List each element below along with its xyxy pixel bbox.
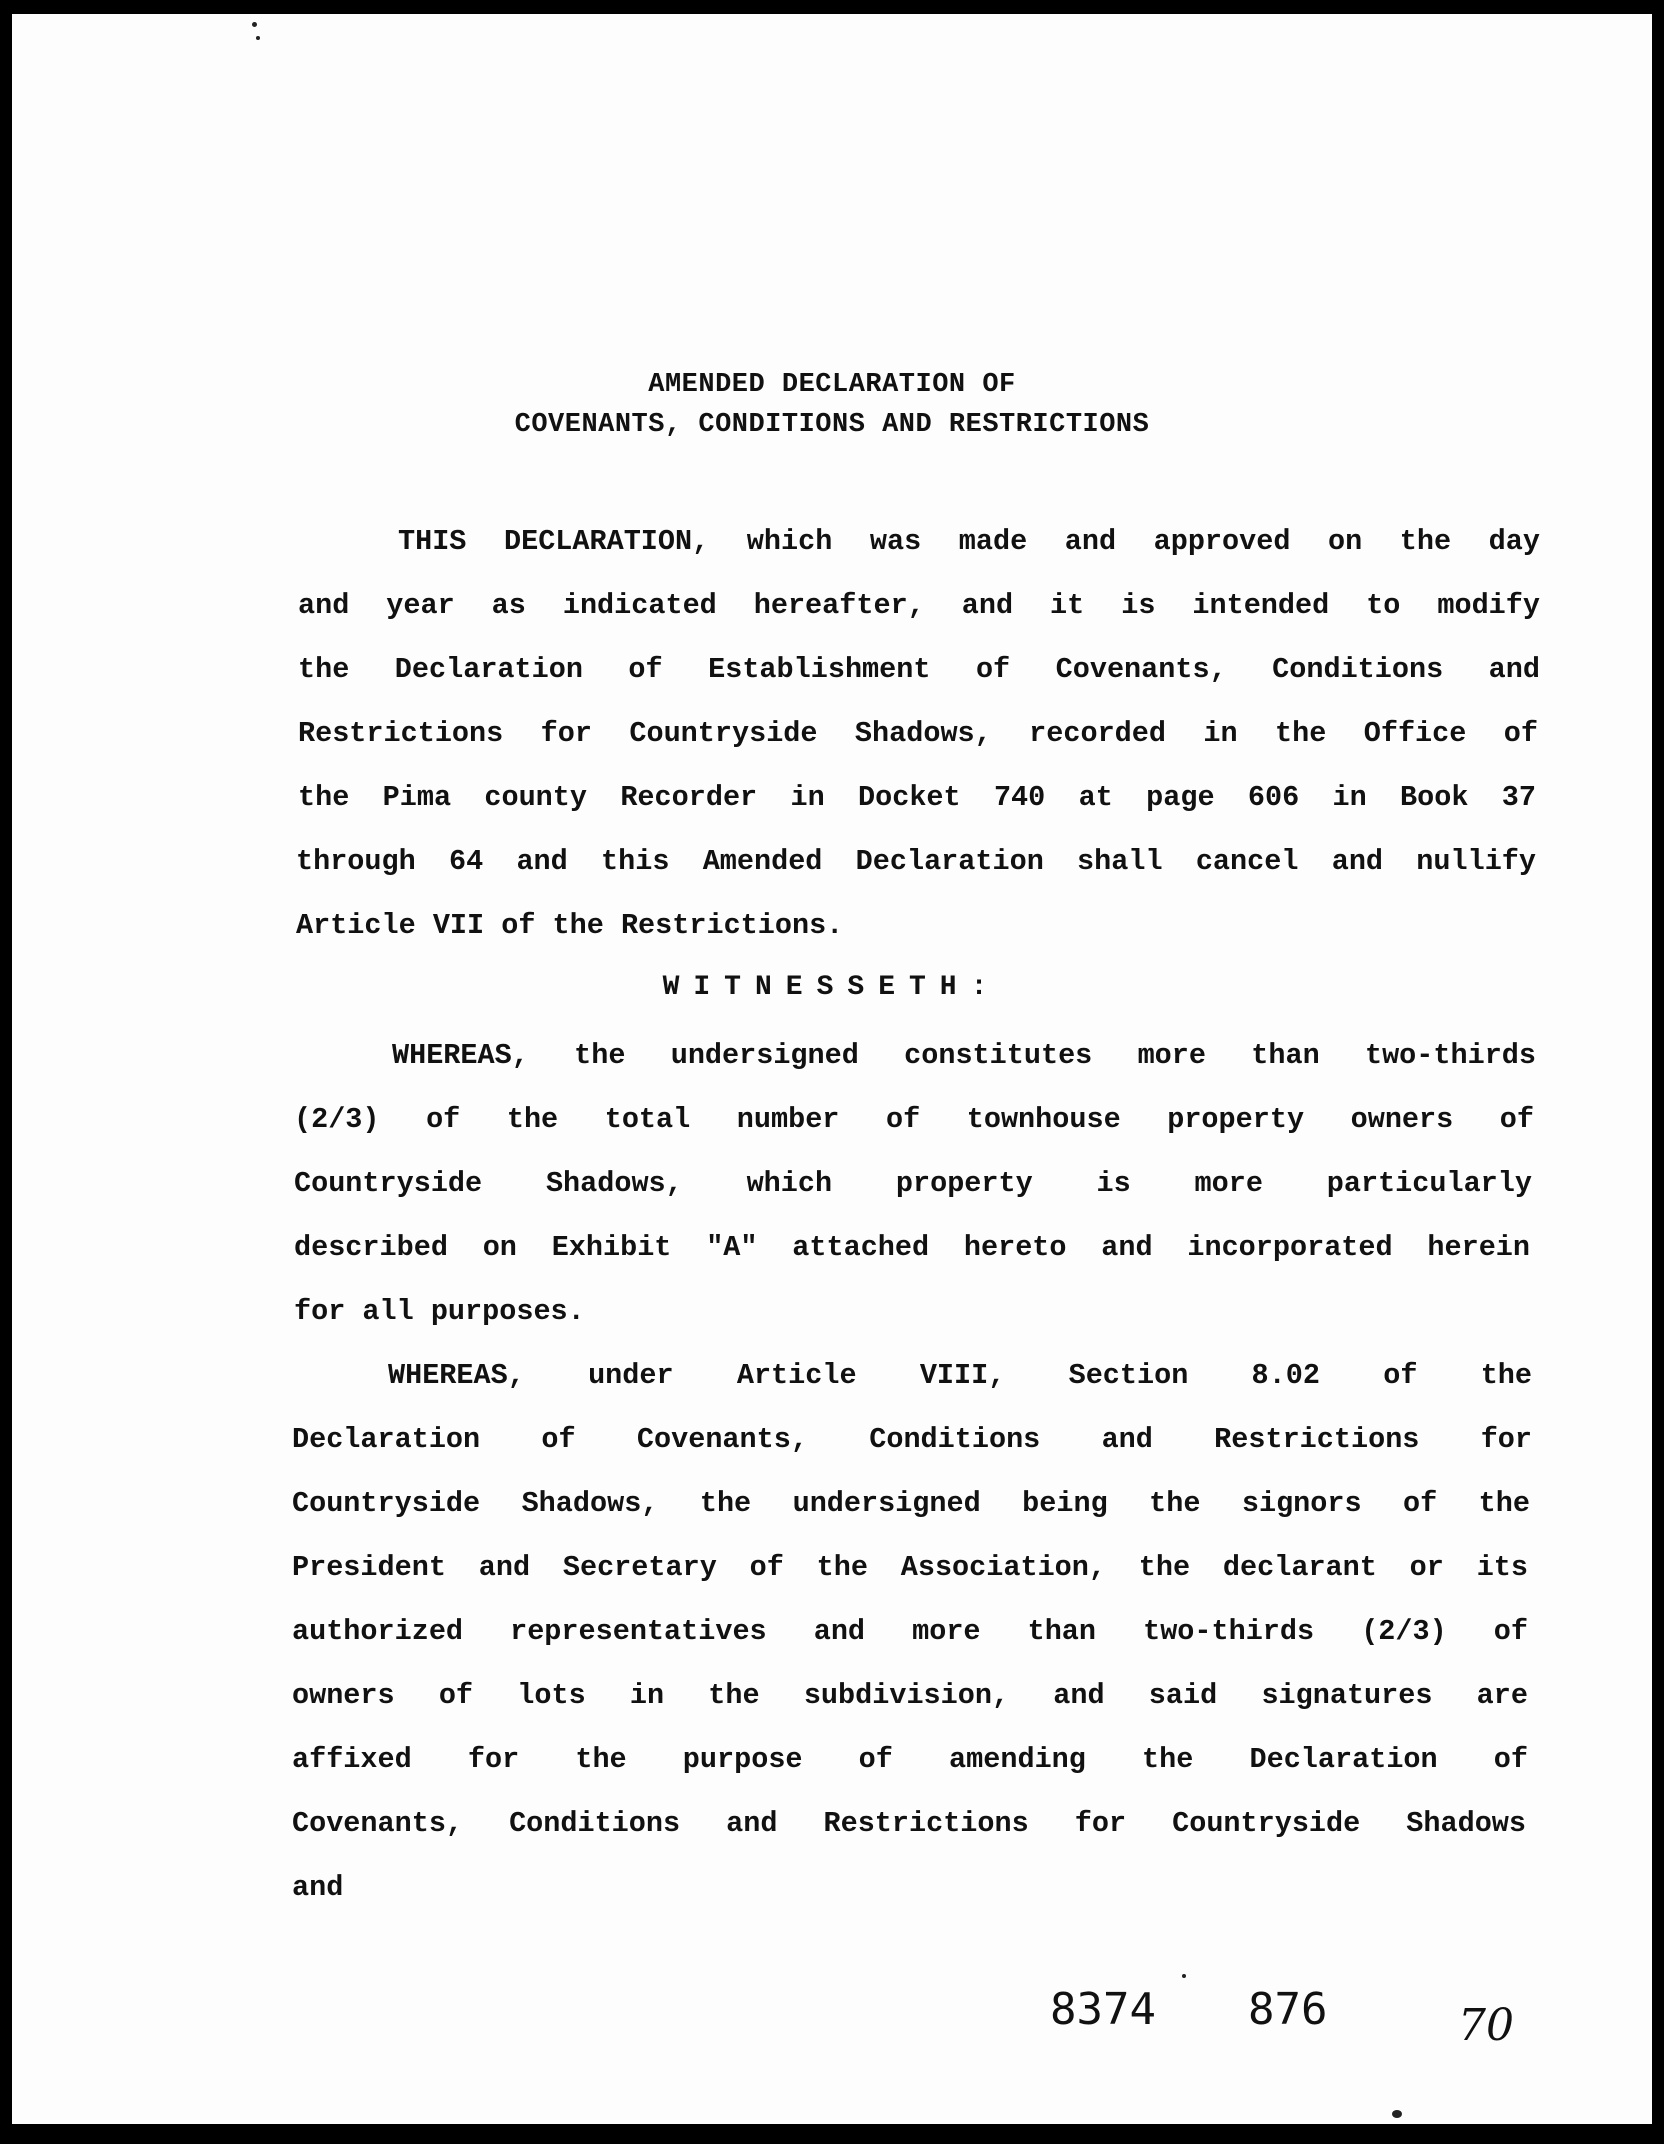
paragraph-1-line-1: THIS DECLARATION, which was made and approved on the day	[398, 525, 1540, 558]
document-page	[12, 14, 1652, 2124]
witnesseth-heading: WITNESSETH:	[662, 972, 1002, 1003]
paragraph-3-line-4: President and Secretary of the Association, the declarant or its	[292, 1551, 1528, 1584]
paragraph-3-line-2: Declaration of Covenants, Conditions and Restrictions for	[292, 1423, 1532, 1456]
paragraph-3-line-1: WHEREAS, under Article VIII, Section 8.02 of the	[388, 1359, 1532, 1392]
paragraph-2-line-3: Countryside Shadows, which property is more particularly	[294, 1167, 1532, 1200]
paragraph-1-line-6: through 64 and this Amended Declaration shall cancel and nullify	[296, 845, 1536, 878]
docket-number-stamp: 8374	[1050, 1984, 1156, 2035]
handwritten-page-number: 70	[1458, 2000, 1514, 2051]
paragraph-3-line-8: Covenants, Conditions and Restrictions for Countryside Shadows	[292, 1807, 1526, 1840]
paragraph-1-line-5: the Pima county Recorder in Docket 740 at page 606 in Book 37	[298, 781, 1536, 814]
scan-speck	[256, 36, 260, 40]
paragraph-2-line-4: described on Exhibit "A" attached hereto and incorporated herein	[294, 1231, 1530, 1264]
paragraph-2-line-1: WHEREAS, the undersigned constitutes more than two-thirds	[392, 1039, 1536, 1072]
paragraph-3-line-6: owners of lots in the subdivision, and said signatures are	[292, 1679, 1528, 1712]
scan-speck	[1392, 2110, 1402, 2118]
paragraph-1-line-2: and year as indicated hereafter, and it is intended to modify	[298, 589, 1540, 622]
scan-speck	[1182, 1974, 1186, 1978]
paragraph-1-line-3: the Declaration of Establishment of Covenants, Conditions and	[298, 653, 1540, 686]
paragraph-3-line-9: and	[292, 1871, 344, 1904]
paragraph-2-line-2: (2/3) of the total number of townhouse property owners of	[294, 1103, 1534, 1136]
paragraph-3-line-3: Countryside Shadows, the undersigned being the signors of the	[292, 1487, 1530, 1520]
document-title-line-2: COVENANTS, CONDITIONS AND RESTRICTIONS	[514, 410, 1150, 440]
page-number-stamp: 876	[1248, 1984, 1328, 2035]
paragraph-1-line-4: Restrictions for Countryside Shadows, recorded in the Office of	[298, 717, 1538, 750]
document-title-line-1: AMENDED DECLARATION OF	[648, 370, 1016, 400]
paragraph-1-line-7: Article VII of the Restrictions.	[296, 909, 844, 942]
paragraph-3-line-5: authorized representatives and more than two-thirds (2/3) of	[292, 1615, 1528, 1648]
scan-speck	[252, 22, 257, 27]
paragraph-2-line-5: for all purposes.	[294, 1295, 585, 1328]
paragraph-3-line-7: affixed for the purpose of amending the Declaration of	[292, 1743, 1528, 1776]
